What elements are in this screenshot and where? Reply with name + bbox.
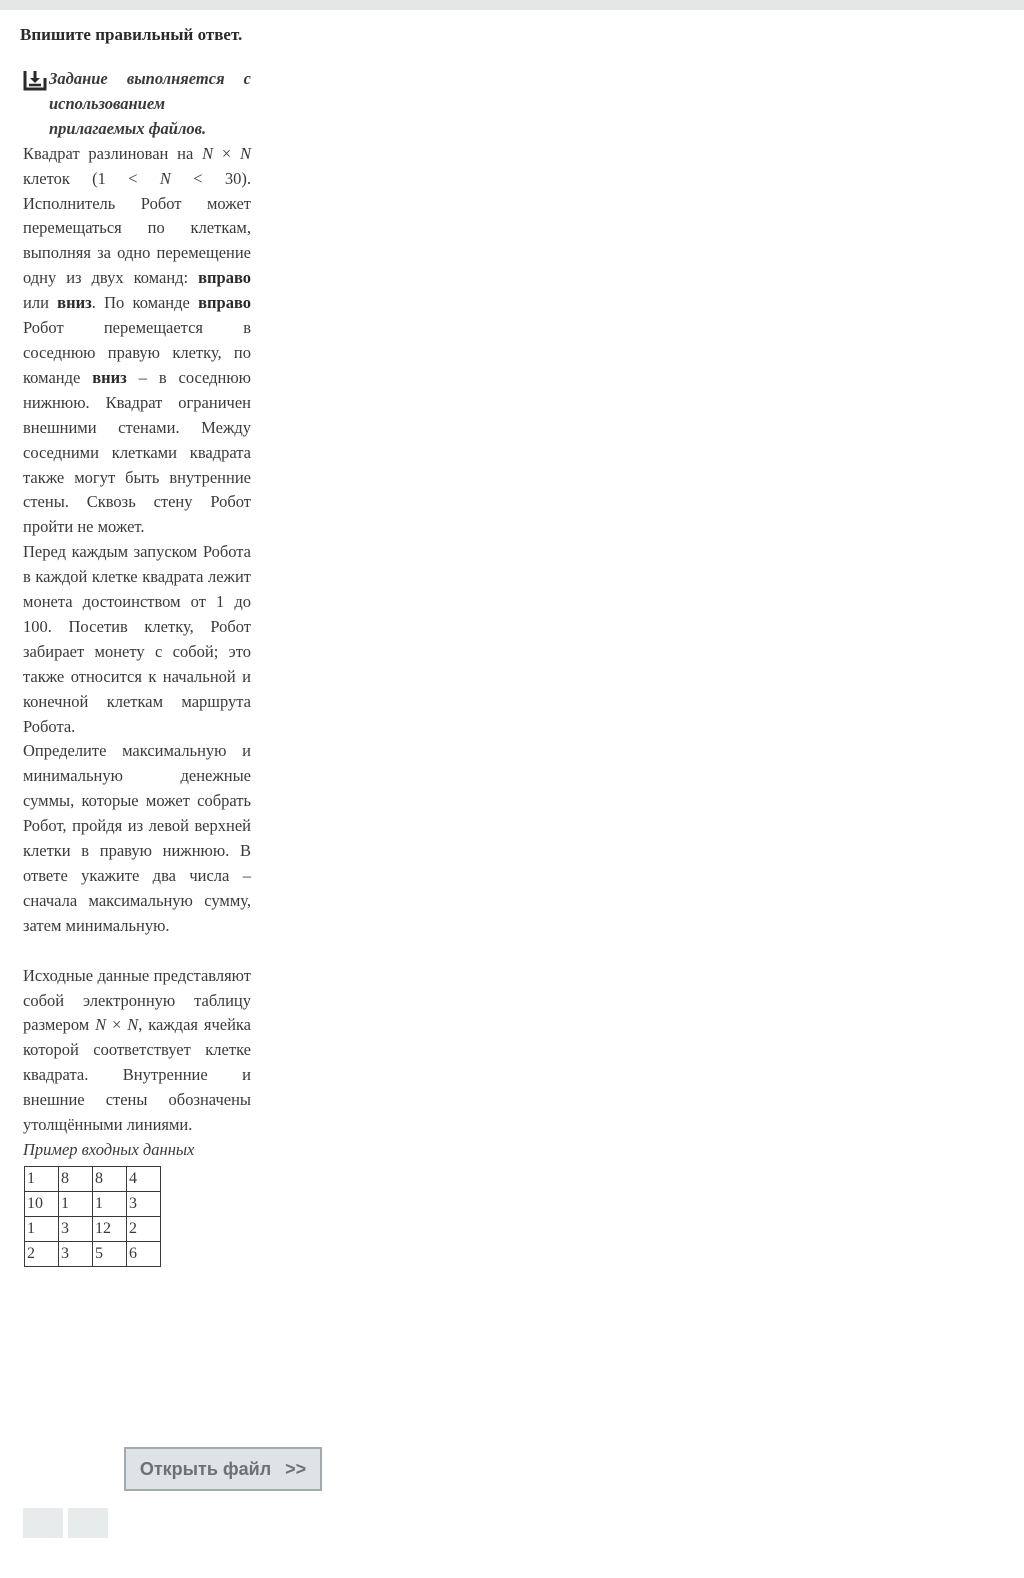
text-fragment: < 30). Исполнитель Робот может перемещаться по клеткам, выполняя за одно перемещение одну из двух команд: (23, 168, 251, 288)
example-caption: Пример входных данных (23, 1139, 195, 1159)
table-cell: 1 (25, 1166, 59, 1191)
table-row (25, 1166, 161, 1191)
command-down: вниз (92, 367, 127, 387)
table-cell: 1 (93, 1191, 127, 1216)
table-cell: 3 (59, 1241, 93, 1266)
task-paragraph-1 (23, 142, 251, 541)
table-cell: 10 (25, 1191, 59, 1216)
command-right: вправо (198, 268, 251, 288)
table-row (25, 1241, 161, 1266)
math-n: N (95, 1015, 107, 1035)
table-row (25, 1191, 161, 1216)
table-cell: 6 (127, 1241, 161, 1266)
text-fragment: или (23, 293, 58, 313)
open-file-button[interactable] (124, 1447, 322, 1491)
command-down: вниз (57, 293, 92, 313)
task-paragraph-4 (23, 964, 251, 1138)
text-fragment: клеток (1 < (23, 168, 160, 188)
example-table (24, 1166, 161, 1267)
table-cell: 3 (59, 1216, 93, 1241)
text-fragment: – в соседнюю нижнюю. Квадрат ограничен внешними стенами. Между соседними клетками квадрата также могут быть внутренние стены. Сквозь стену Робот пройти не может. (23, 367, 251, 537)
answer-box-2[interactable] (68, 1508, 108, 1538)
table-cell: 8 (93, 1166, 127, 1191)
table-row (25, 1216, 161, 1241)
table-cell: 12 (93, 1216, 127, 1241)
table-cell: 2 (25, 1241, 59, 1266)
math-n: N (239, 143, 251, 163)
text-fragment: Исходные данные представляют собой электронную таблицу размером (23, 965, 251, 1035)
text-fragment: × (106, 1015, 128, 1035)
open-file-arrows: >> (285, 1458, 307, 1479)
table-cell: 8 (59, 1166, 93, 1191)
file-note (23, 67, 251, 142)
table-cell: 1 (25, 1216, 59, 1241)
task-text (23, 67, 251, 1267)
answer-box-1[interactable] (23, 1508, 63, 1538)
math-n: N (159, 168, 171, 188)
text-fragment: Квадрат разлинован на (23, 143, 203, 163)
text-fragment: , каждая ячейка которой соответствует клетке квадрата. Внутренние и внешние стены обозначены утолщёнными линиями. (23, 1015, 251, 1135)
paragraph-gap (23, 939, 251, 964)
open-file-label: Открыть файл (139, 1458, 272, 1479)
math-n: N (127, 1015, 139, 1035)
table-cell: 1 (59, 1191, 93, 1216)
text-fragment: . По команде (91, 293, 199, 313)
command-right: вправо (198, 293, 251, 313)
table-cell: 5 (93, 1241, 127, 1266)
math-n: N (202, 143, 214, 163)
task-paragraph-3: Определите максимальную и минимальную денежные суммы, которые может собрать Робот, пройдя из левой верхней клетки в правую нижнюю. В ответе укажите два числа – сначала максимальную сумму, затем минимальную. (23, 741, 251, 935)
table-cell: 2 (127, 1216, 161, 1241)
download-file-icon[interactable] (23, 69, 47, 91)
text-fragment: Робот перемещается в соседнюю правую клетку, по команде (23, 318, 251, 387)
top-bar (0, 0, 1024, 10)
answer-instruction: Впишите правильный ответ. (20, 25, 243, 44)
task-paragraph-2: Перед каждым запуском Робота в каждой клетке квадрата лежит монета достоинством от 1 до 100. Посетив клетку, Робот забирает монету с собой; это также относится к начальной и конечной клеткам маршрута Робота. (23, 542, 251, 736)
text-fragment: × (213, 143, 240, 163)
table-cell: 4 (127, 1166, 161, 1191)
file-note-text: Задание выполняется с использованием прилагаемых файлов. (49, 69, 251, 138)
table-cell: 3 (127, 1191, 161, 1216)
